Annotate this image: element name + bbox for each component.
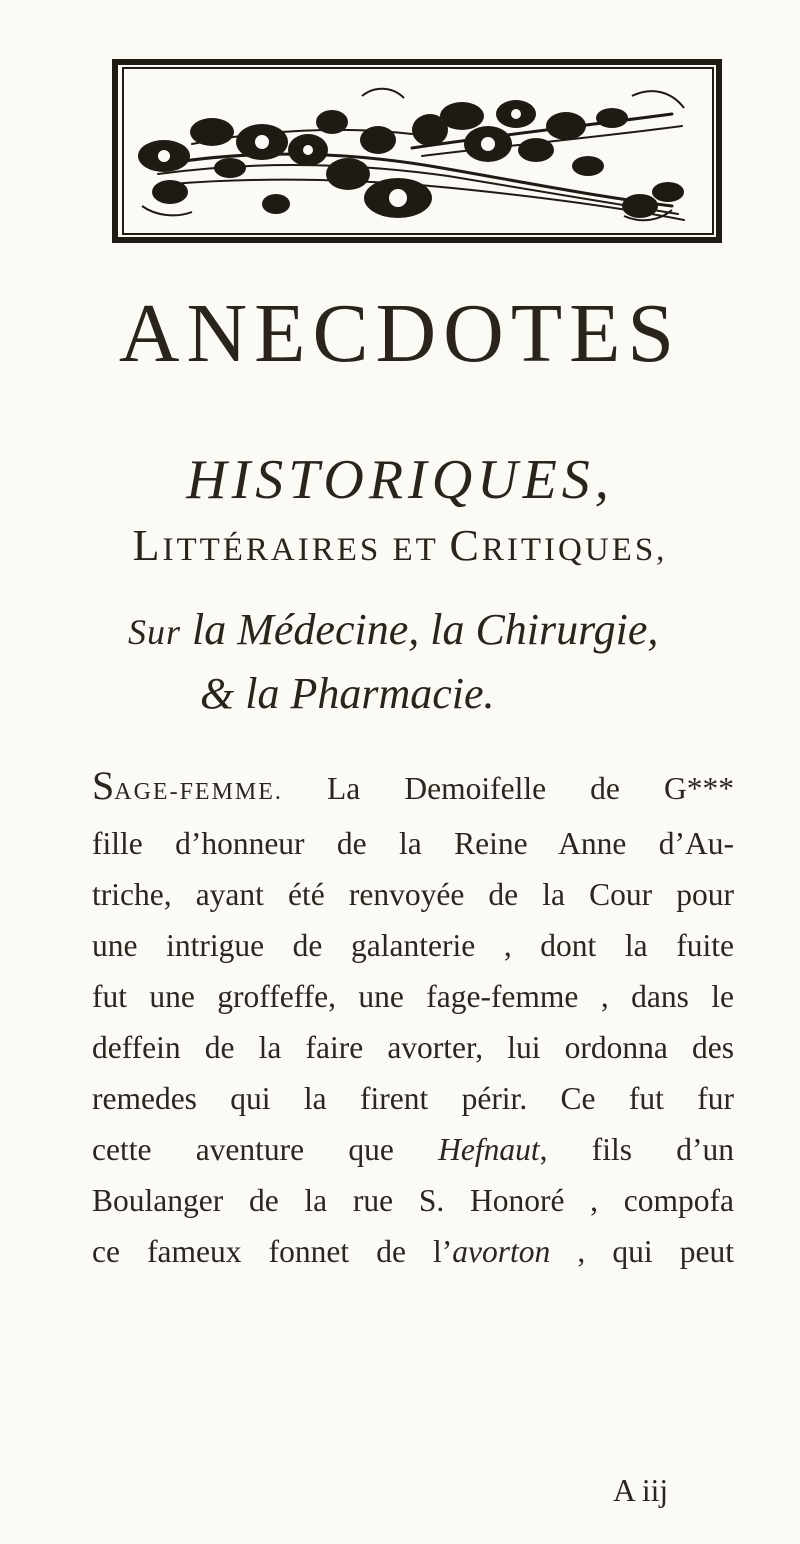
text-line	[92, 1124, 734, 1175]
text-line-segment: ce fameux fonnet de l’	[92, 1234, 453, 1269]
text-line	[92, 1226, 734, 1277]
text-line-segment: La Demoifelle de G***	[282, 771, 734, 806]
title-subjects-line	[128, 605, 659, 654]
text-line: une intrigue de galanterie , dont la fuite	[92, 928, 734, 963]
text-line: deffein de la faire avorter, lui ordonna des	[92, 1030, 734, 1065]
text-line-segment: , qui peut	[550, 1234, 734, 1269]
text-line: Boulanger de la rue S. Honoré , compofa	[92, 1183, 734, 1218]
title-subtitle: HISTORIQUES,	[186, 449, 614, 511]
floral-ornament-icon	[112, 56, 724, 244]
work-title: avorton	[452, 1234, 551, 1269]
title-pharmacy-line: & la Pharmacie.	[200, 669, 495, 718]
text-line: fut une groffeffe, une fage-femme , dans le	[92, 979, 734, 1014]
text-line: triche, ayant été renvoyée de la Cour pour	[92, 877, 734, 912]
entry-heading: AGE-FEMME.	[114, 779, 283, 805]
signature-mark: A iij	[613, 1473, 669, 1508]
body-paragraph	[92, 760, 734, 1277]
text-line-segment: cette aventure que	[92, 1132, 439, 1167]
title-main: ANECDOTES	[118, 287, 682, 380]
title-line3-text-1: ITTÉRAIRES ET	[162, 532, 450, 568]
author-name: Hefnaut	[438, 1132, 540, 1167]
text-line: fille d’honneur de la Reine Anne d’Au-	[92, 826, 734, 861]
title-line3-initial-c: C	[449, 521, 482, 570]
text-line: remedes qui la firent périr. Ce fut fur	[92, 1081, 734, 1116]
drop-cap: S	[92, 763, 115, 808]
text-line-segment: , fils d’un	[539, 1132, 734, 1167]
text-line	[92, 760, 734, 818]
title-literary-critical	[0, 521, 800, 570]
title-line4-text: la Médecine, la Chirurgie,	[181, 605, 659, 654]
title-line4-sur: Sur	[128, 612, 182, 652]
title-line3-text-2: RITIQUES,	[481, 532, 668, 568]
headpiece-ornament	[112, 56, 724, 244]
title-line3-initial-l: L	[132, 521, 163, 570]
